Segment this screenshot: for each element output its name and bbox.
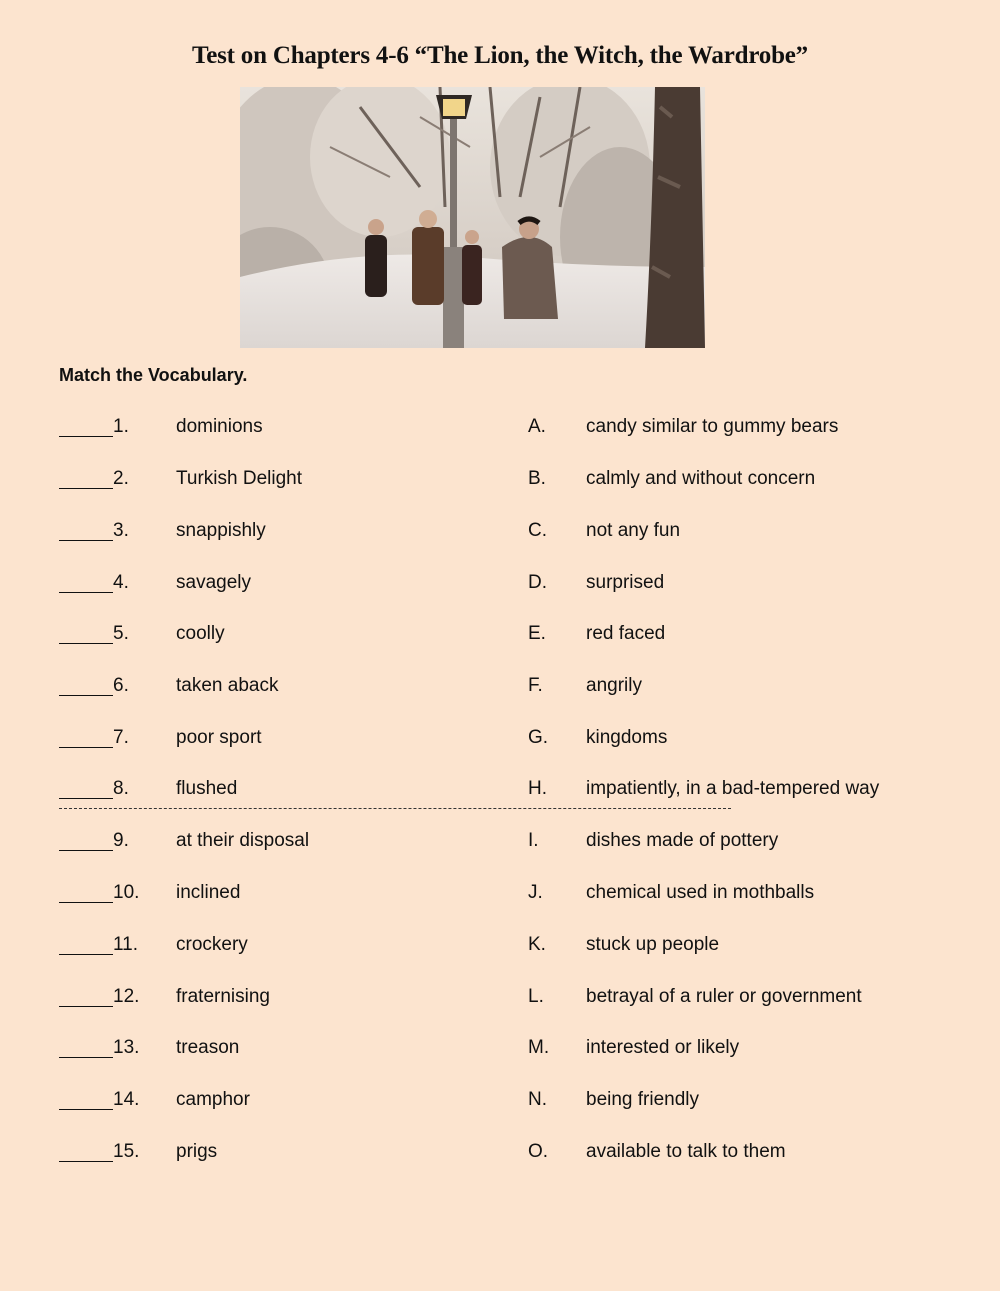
definition-text: candy similar to gummy bears (586, 416, 839, 437)
vocab-row (0, 416, 1000, 440)
vocab-term: treason (176, 1037, 240, 1058)
vocab-term: dominions (176, 416, 263, 437)
definition-letter: D. (528, 572, 547, 593)
vocab-term: inclined (176, 882, 241, 903)
vocab-row (0, 520, 1000, 544)
definition-letter: C. (528, 520, 547, 541)
item-number: 6. (113, 675, 129, 696)
item-number: 13. (113, 1037, 140, 1058)
vocab-row (0, 468, 1000, 492)
vocab-row (0, 727, 1000, 751)
definition-letter: N. (528, 1089, 547, 1110)
vocab-row (0, 1037, 1000, 1061)
definition-letter: L. (528, 986, 544, 1007)
section-divider (59, 808, 731, 809)
definition-text: stuck up people (586, 934, 720, 955)
vocab-term: prigs (176, 1141, 218, 1162)
vocab-term: camphor (176, 1089, 250, 1110)
item-number: 3. (113, 520, 129, 541)
item-number: 1. (113, 416, 129, 437)
definition-letter: I. (528, 830, 539, 851)
answer-blank[interactable] (59, 954, 113, 955)
vocab-row (0, 986, 1000, 1010)
item-number: 9. (113, 830, 129, 851)
answer-blank[interactable] (59, 592, 113, 593)
item-number: 7. (113, 727, 129, 748)
item-number: 14. (113, 1089, 140, 1110)
item-number: 8. (113, 778, 129, 799)
item-number: 11. (113, 934, 139, 955)
answer-blank[interactable] (59, 488, 113, 489)
definition-text: being friendly (586, 1089, 700, 1110)
vocab-term: at their disposal (176, 830, 310, 851)
definition-letter: J. (528, 882, 543, 903)
answer-blank[interactable] (59, 902, 113, 903)
definition-text: kingdoms (586, 727, 668, 748)
definition-text: red faced (586, 623, 666, 644)
definition-text: angrily (586, 675, 642, 696)
vocab-row (0, 934, 1000, 958)
definition-text: impatiently, in a bad-tempered way (586, 778, 880, 799)
item-number: 10. (113, 882, 140, 903)
answer-blank[interactable] (59, 695, 113, 696)
definition-text: chemical used in mothballs (586, 882, 815, 903)
vocab-term: Turkish Delight (176, 468, 303, 489)
answer-blank[interactable] (59, 798, 113, 799)
definition-text: dishes made of pottery (586, 830, 779, 851)
item-number: 15. (113, 1141, 140, 1162)
answer-blank[interactable] (59, 1057, 113, 1058)
answer-blank[interactable] (59, 850, 113, 851)
vocab-term: flushed (176, 778, 238, 799)
snowy-forest-lamppost-photo (240, 87, 705, 348)
vocab-row (0, 675, 1000, 699)
item-number: 4. (113, 572, 129, 593)
vocab-row (0, 778, 1000, 802)
vocab-term: snappishly (176, 520, 266, 541)
definition-text: betrayal of a ruler or government (586, 986, 862, 1007)
definition-letter: M. (528, 1037, 550, 1058)
item-number: 12. (113, 986, 140, 1007)
vocab-row (0, 572, 1000, 596)
definition-letter: K. (528, 934, 546, 955)
instructions-heading: Match the Vocabulary. (59, 365, 248, 385)
definition-letter: H. (528, 778, 547, 799)
definition-text: surprised (586, 572, 665, 593)
definition-letter: F. (528, 675, 543, 696)
definition-letter: B. (528, 468, 546, 489)
vocab-term: taken aback (176, 675, 279, 696)
vocab-row (0, 1141, 1000, 1165)
answer-blank[interactable] (59, 1006, 113, 1007)
page-title: Test on Chapters 4-6 “The Lion, the Witch, the Wardrobe” (192, 42, 808, 69)
vocab-row (0, 830, 1000, 854)
item-number: 5. (113, 623, 129, 644)
definition-text: available to talk to them (586, 1141, 786, 1162)
answer-blank[interactable] (59, 1161, 113, 1162)
answer-blank[interactable] (59, 540, 113, 541)
answer-blank[interactable] (59, 747, 113, 748)
definition-letter: E. (528, 623, 546, 644)
definition-letter: A. (528, 416, 546, 437)
answer-blank[interactable] (59, 436, 113, 437)
vocab-term: coolly (176, 623, 225, 644)
definition-letter: G. (528, 727, 549, 748)
definition-text: interested or likely (586, 1037, 740, 1058)
answer-blank[interactable] (59, 1109, 113, 1110)
definition-letter: O. (528, 1141, 549, 1162)
vocab-row (0, 1089, 1000, 1113)
vocab-term: crockery (176, 934, 248, 955)
vocab-term: poor sport (176, 727, 262, 748)
definition-text: not any fun (586, 520, 681, 541)
answer-blank[interactable] (59, 643, 113, 644)
vocab-term: fraternising (176, 986, 270, 1007)
vocab-term: savagely (176, 572, 251, 593)
vocab-row (0, 882, 1000, 906)
definition-text: calmly and without concern (586, 468, 816, 489)
item-number: 2. (113, 468, 129, 489)
vocab-row (0, 623, 1000, 647)
